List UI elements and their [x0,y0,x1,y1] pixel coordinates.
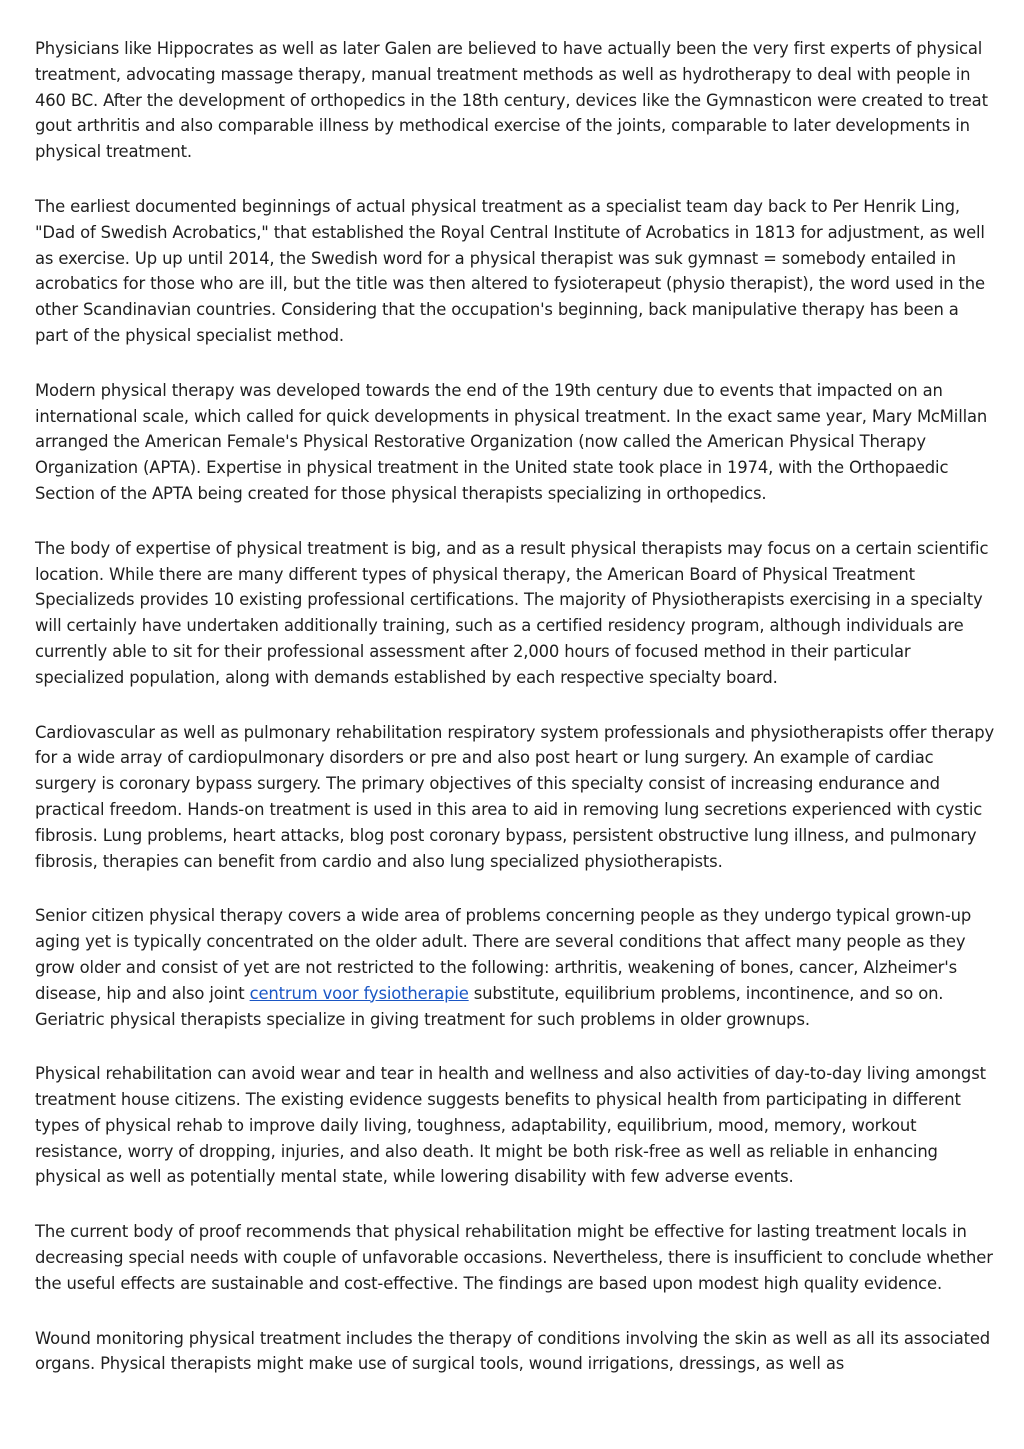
paragraph-ling: The earliest documented beginnings of actual physical treatment as a specialist team day back to Per Henrik Ling, "Dad of Swedish Acrobatics," that established the Royal Central Institute of Acrobatics in 1813 for adjustment, as well as exercise. Up up until 2014, the Swedish word for a physical therapist was suk gymnast = somebody entailed in acrobatics for those who are ill, but the title was then altered to fysioterapeut (physio therapist), the word used in the other Scandinavian countries. Considering that the occupation's beginning, back manipulative therapy has been a part of the physical specialist method. [35,196,985,345]
article-body [35,36,995,1406]
paragraph-wound: Wound monitoring physical treatment includes the therapy of conditions involving the skin as well as all its associated organs. Physical therapists might make use of surgical tools, wound irrigations, dressings, as well as [35,1328,991,1374]
paragraph-cardiopulmonary: Cardiovascular as well as pulmonary rehabilitation respiratory system professionals and physiotherapists offer therapy for a wide array of cardiopulmonary disorders or pre and also post heart or lung surgery. An example of cardiac surgery is coronary bypass surgery. The primary objectives of this specialty consist of increasing endurance and practical freedom. Hands-on treatment is used in this area to aid in removing lung secretions experienced with cystic fibrosis. Lung problems, heart attacks, blog post coronary bypass, persistent obstructive lung illness, and pulmonary fibrosis, therapies can benefit from cardio and also lung specialized physiotherapists. [35,722,995,871]
paragraph-specialties: The body of expertise of physical treatment is big, and as a result physical therapists may focus on a certain scientific location. While there are many different types of physical therapy, the American Board of Physical Treatment Specializeds provides 10 existing professional certifications. The majority of Physiotherapists exercising in a specialty will certainly have undertaken additionally training, such as a certified residency program, although individuals are currently able to sit for their professional assessment after 2,000 hours of focused method in their particular specialized population, along with demands established by each respective specialty board. [35,538,989,687]
paragraph-geriatric [35,903,995,1032]
paragraph-hippocrates: Physicians like Hippocrates as well as later Galen are believed to have actually been the very first experts of physical treatment, advocating massage therapy, manual treatment methods as well as hydrotherapy to deal with people in 460 BC. After the development of orthopedics in the 18th century, devices like the Gymnasticon were created to treat gout arthritis and also comparable illness by methodical exercise of the joints, comparable to later developments in physical treatment. [35,39,988,162]
paragraph-rehab-benefits: Physical rehabilitation can avoid wear and tear in health and wellness and also activities of day-to-day living amongst treatment house citizens. The existing evidence suggests benefits to physical health from participating in different types of physical rehab to improve daily living, toughness, adaptability, equilibrium, mood, memory, workout resistance, worry of dropping, injuries, and also death. It might be both risk-free as well as reliable in enhancing physical as well as potentially mental state, while lowering disability with few adverse events. [35,1064,986,1187]
geriatric-text-after: substitute, equilibrium problems, incontinence, and so on. Geriatric physical therapists specialize in giving treatment for such problems in older grownups. [35,983,944,1029]
paragraph-modern-therapy: Modern physical therapy was developed towards the end of the 19th century due to events that impacted on an international scale, which called for quick developments in physical treatment. In the exact same year, Mary McMillan arranged the American Female's Physical Restorative Organization (now called the American Physical Therapy Organization (APTA). Expertise in physical treatment in the United state took place in 1974, with the Orthopaedic Section of the APTA being created for those physical therapists specializing in orthopedics. [35,380,988,503]
paragraph-evidence: The current body of proof recommends that physical rehabilitation might be effective for lasting treatment locals in decreasing special needs with couple of unfavorable occasions. Nevertheless, there is insufficient to conclude whether the useful effects are sustainable and cost-effective. The findings are based upon modest high quality evidence. [35,1222,993,1293]
geriatric-text-before: Senior citizen physical therapy covers a wide area of problems concerning people as they undergo typical grown-up aging yet is typically concentrated on the older adult. There are several conditions that affect many people as they grow older and consist of yet are not restricted to the following: arthritis, weakening of bones, cancer, Alzheimer's disease, hip and also joint [35,906,972,1003]
fysiotherapie-link[interactable]: centrum voor fysiotherapie [249,983,469,1003]
